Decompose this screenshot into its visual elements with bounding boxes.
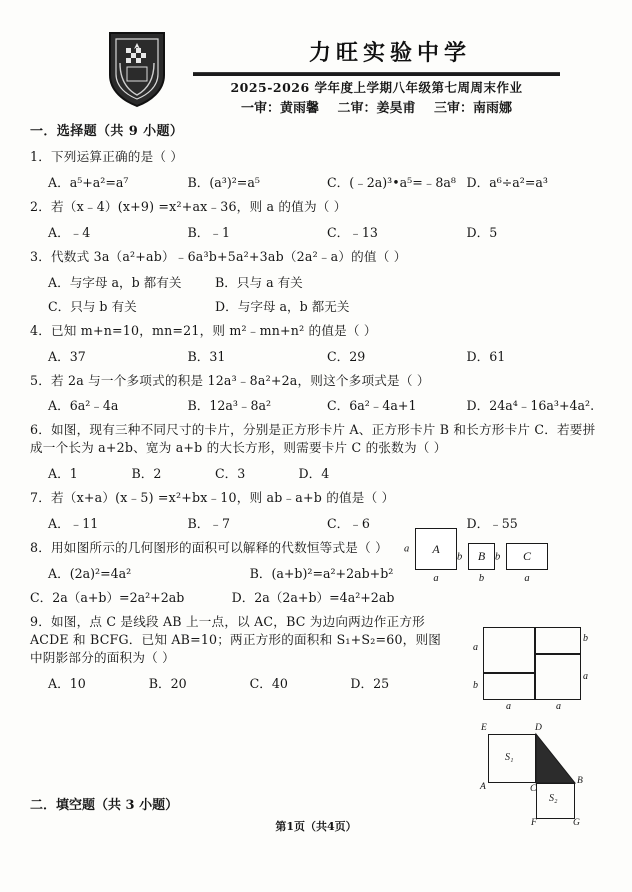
question-2-options [30,222,606,241]
point-c: C [530,784,537,794]
rectangle-area-figure [473,627,589,712]
option-b[interactable]: B．只与 a 有关 [215,274,303,290]
card-a-left-label: a [404,543,410,555]
question-7-number: 7． [30,490,52,506]
question-2-stem [30,198,606,216]
option-d[interactable]: D．24a⁴﹣16a³+4a². [466,398,595,414]
option-a[interactable]: A．6a²﹣4a [48,398,119,414]
page-footer: 第1页（共4页） [275,820,357,833]
rect-bottom-left [483,673,535,700]
option-c[interactable]: C．3 [215,466,246,482]
question-1-options [30,172,606,191]
rect-label-right-bottom: a [583,671,588,682]
label-s1: S₁ [505,752,514,763]
point-a: A [480,782,486,792]
rect-bottom-right [535,654,581,700]
section-heading-fill-blank: 二．填空题（共 3 小题） [30,798,179,813]
question-2-text: 若（x﹣4）(x+9) =x²+ax﹣36，则 a 的值为（ ） [51,198,347,214]
card-a [404,528,457,584]
option-a[interactable]: A．﹣4 [48,224,91,240]
card-c-bottom-label: a [524,573,530,584]
option-c[interactable]: C．40 [249,675,288,691]
question-9-number: 9． [30,613,52,629]
exam-body [0,120,632,692]
reviewers-line [193,97,560,116]
question-6 [30,421,606,482]
question-2 [30,198,606,241]
question-8-number: 8． [30,540,52,555]
option-b[interactable]: B．﹣7 [187,516,230,531]
question-5-stem [30,372,606,390]
reviewer-1: 一审：黄雨馨 [240,101,319,116]
card-c-left-label: b [495,551,501,562]
point-d: D [535,723,542,733]
option-c[interactable]: C．只与 b 有关 [48,298,137,314]
rect-label-left-bottom: b [473,680,478,691]
point-e: E [481,723,487,733]
rect-label-left-top: a [473,642,478,653]
question-1-text: 下列运算正确的是（ ） [51,149,184,164]
card-b-letter: B [477,549,486,563]
option-d[interactable]: D．5 [466,224,498,240]
option-d[interactable]: D．a⁶÷a²=a³ [466,174,548,190]
question-6-options [30,463,382,482]
option-b[interactable]: B．(a+b)²=a²+2ab+b² [249,565,394,581]
question-5-options [30,395,606,414]
option-c[interactable]: C．﹣13 [327,224,378,240]
question-3-options-row2 [30,296,382,315]
question-3-text: 代数式 3a（a²+ab）﹣6a³b+5a²+3ab（2a²﹣a）的值（ ） [51,248,407,264]
option-c[interactable]: C．2a（a+b）=2a²+2ab [30,589,185,605]
question-7-text: 若（x+a）(x﹣5) =x²+bx﹣10，则 ab﹣a+b 的值是（ ） [51,490,395,506]
question-4-options [30,346,606,365]
option-b[interactable]: B．(a³)²=a⁵ [187,174,260,190]
card-b-bottom-label: b [478,573,485,584]
option-b[interactable]: B．31 [187,348,226,364]
question-5 [30,372,606,415]
question-9-text: 如图，点 C 是线段 AB 上一点，以 AC，BC 为边向两边作正方形 ACDE 和 BCFG．已知 AB=10；两正方形的面积和 S₁+S₂=60，则图中阴影部分的面积为（ ） [30,613,442,665]
card-a-box [415,528,457,570]
option-b[interactable]: B．2 [131,466,162,482]
card-b-left-label: b [457,551,463,562]
rect-top-left [483,627,535,673]
question-6-text: 如图，现有三种不同尺寸的卡片，分别是正方形卡片 A、正方形卡片 B 和长方形卡片 C．若要拼成一个长为 a+2b、宽为 a+b 的大长方形，则需要卡片 C 的张数为（ ） [30,422,596,456]
option-d[interactable]: D．与字母 a，b 都无关 [215,298,350,314]
question-5-number: 5． [30,372,52,388]
option-d[interactable]: D．﹣55 [466,516,518,531]
option-b[interactable]: B．12a³﹣8a² [187,398,272,414]
school-crest-icon [106,29,168,109]
option-c[interactable]: C．﹣6 [327,516,370,531]
card-c [495,543,548,584]
question-3-stem [30,248,606,266]
option-d[interactable]: D．25 [350,675,390,691]
option-d[interactable]: D．61 [466,348,506,364]
card-c-letter: C [522,549,531,563]
option-a[interactable]: A．1 [48,466,78,482]
card-b-box [468,543,495,570]
reviewer-2: 二审：姜昊甫 [337,101,416,116]
question-1-stem [30,148,606,166]
option-d[interactable]: D．2a（2a+b）=4a²+2ab [231,589,395,605]
label-s2: S₂ [549,793,558,804]
question-8-text: 用如图所示的几何图形的面积可以解释的代数恒等式是（ ） [51,540,388,555]
point-g: G [573,818,580,828]
option-c[interactable]: C．29 [327,348,366,364]
question-9-stem [30,613,445,667]
question-1-number: 1． [30,149,52,164]
exam-subtitle: 2025-2026 学年度上学期八年级第七周周末作业 [230,80,523,95]
option-d[interactable]: D．4 [298,466,330,482]
card-c-box [506,543,548,570]
three-card-figure [404,528,548,584]
option-b[interactable]: B．20 [148,675,187,691]
question-6-number: 6． [30,422,52,438]
option-a[interactable]: A．﹣11 [48,516,99,531]
question-4-number: 4． [30,322,52,338]
rect-label-bottom-right: a [556,701,561,712]
question-9-options [30,673,451,692]
question-3 [30,248,606,315]
question-6-stem [30,421,606,457]
option-a[interactable]: A．与字母 a，b 都有关 [48,274,182,290]
question-4-stem [30,322,606,340]
question-3-number: 3． [30,248,52,264]
page-header [0,0,632,116]
rect-label-bottom-left: a [506,701,511,712]
question-3-options-row1 [30,272,382,291]
card-a-letter: A [432,541,440,556]
question-4 [30,322,606,365]
question-7-stem [30,489,606,507]
point-b: B [577,776,583,786]
option-a[interactable]: A．(2a)²=4a² [48,565,132,581]
question-1 [30,148,606,191]
question-4-text: 已知 m+n=10，mn=21，则 m²﹣mn+n² 的值是（ ） [51,322,377,338]
option-a[interactable]: A．10 [48,675,86,691]
option-b[interactable]: B．﹣1 [187,224,230,240]
question-3-options [30,272,606,315]
option-a[interactable]: A．a⁵+a²=a⁷ [48,174,129,190]
header-divider [193,72,560,76]
question-5-text: 若 2a 与一个多项式的积是 12a³﹣8a²+2a，则这个多项式是（ ） [51,372,430,388]
section-heading-choice: 一．选择题（共 9 小题） [30,124,184,139]
card-a-bottom-label: a [433,573,439,584]
school-name: 力旺实验中学 [308,40,471,66]
question-7 [30,489,606,532]
card-b [457,543,495,584]
reviewer-3: 三审：南雨娜 [434,101,513,116]
option-a[interactable]: A．37 [48,348,86,364]
question-8-options-row2 [30,587,433,606]
option-c[interactable]: C．6a²﹣4a+1 [327,398,417,414]
point-f: F [531,818,537,828]
question-8-options-row1 [30,563,451,582]
two-squares-shaded-figure [478,723,598,828]
rect-top-right [535,627,581,654]
question-2-number: 2． [30,198,52,214]
rect-label-right-top: b [583,633,588,644]
option-c[interactable]: C．(﹣2a)³•a⁵=﹣8a⁸ [327,174,456,190]
